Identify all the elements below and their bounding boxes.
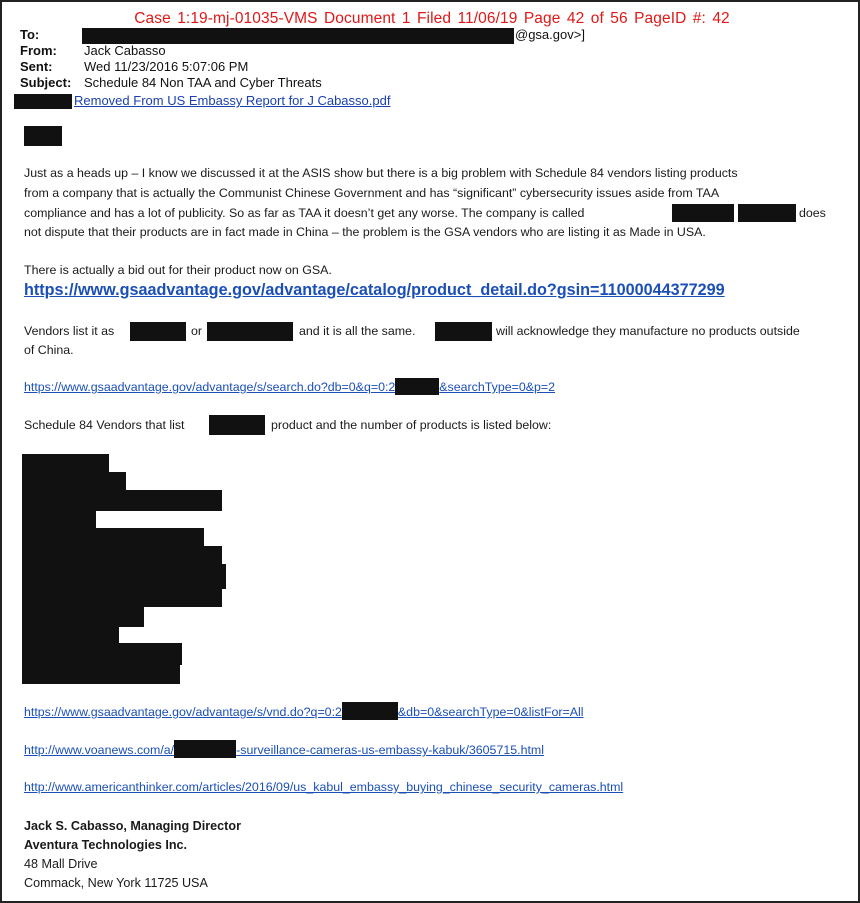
redaction-vendors-brand: [209, 415, 265, 435]
para1-line3-end: does: [799, 206, 826, 220]
para3-part3: and it is all the same.: [299, 324, 416, 338]
signature-city: Commack, New York 11725 USA: [24, 876, 208, 890]
redaction-vendor-row: [22, 490, 222, 511]
to-label: To:: [20, 27, 40, 42]
voa-link-part1[interactable]: http://www.voanews.com/a/: [24, 743, 175, 757]
sent-value: Wed 11/23/2016 5:07:06 PM: [84, 59, 249, 74]
redaction-vendor-row: [22, 546, 222, 565]
from-value: Jack Cabasso: [84, 43, 166, 58]
para3-part1: Vendors list it as: [24, 324, 115, 338]
vnd-link[interactable]: [24, 702, 584, 722]
para1-line4: not dispute that their products are in fact made in China – the problem is the GSA vendors who are listing it as Made in USA.: [24, 225, 706, 239]
voa-link-part2[interactable]: -surveillance-cameras-us-embassy-kabuk/3605715.html: [236, 743, 544, 757]
thinker-link-text[interactable]: http://www.americanthinker.com/articles/2016/09/us_kabul_embassy_buying_chinese_security_cameras.html: [24, 780, 624, 794]
to-suffix: @gsa.gov>]: [515, 27, 585, 42]
case-stamp: Case 1:19-mj-01035-VMS Document 1 Filed 11/06/19 Page 42 of 56 PageID #: 42: [134, 10, 730, 27]
redaction-brand-2: [207, 322, 293, 341]
subject-value: Schedule 84 Non TAA and Cyber Threats: [84, 75, 322, 90]
redaction-vendor-row: [22, 606, 144, 627]
signature-company: Aventura Technologies Inc.: [24, 838, 188, 852]
redaction-vnd-query: [342, 702, 398, 720]
para2: There is actually a bid out for their product now on GSA.: [24, 263, 332, 277]
redaction-brand-1: [130, 322, 186, 341]
redaction-company-name-1: [672, 204, 734, 222]
redaction-vendor-row: [22, 472, 126, 491]
redaction-brand-3: [435, 322, 492, 341]
redaction-vendor-row: [22, 528, 204, 547]
search-link-part1[interactable]: https://www.gsaadvantage.gov/advantage/s/search.do?db=0&q=0:2: [24, 380, 396, 394]
search-link-part2[interactable]: &searchType=0&p=2: [439, 380, 556, 394]
signature-street: 48 Mall Drive: [24, 857, 98, 871]
redaction-greeting: [24, 126, 62, 146]
para1-line2: from a company that is actually the Communist Chinese Government and has “significant” cybersecurity issues aside from TAA: [24, 186, 720, 200]
attachment-link[interactable]: Removed From US Embassy Report for J Cabasso.pdf: [74, 93, 391, 108]
redaction-vendor-row: [22, 626, 119, 644]
redaction-voa-slug: [174, 740, 236, 758]
signature-name: Jack S. Cabasso, Managing Director: [24, 819, 241, 833]
from-label: From:: [20, 43, 57, 58]
redaction-vendor-row: [22, 643, 182, 665]
redaction-vendor-row: [22, 454, 109, 473]
redaction-search-query: [395, 378, 439, 395]
redaction-to-address: [82, 28, 514, 44]
para3-part2: or: [191, 324, 203, 338]
redaction-vendor-row: [22, 588, 222, 607]
redaction-vendor-row: [22, 564, 226, 589]
para3-part4: will acknowledge they manufacture no products outside: [496, 324, 800, 338]
vnd-link-part2[interactable]: &db=0&searchType=0&listFor=All: [397, 705, 584, 719]
thinker-link[interactable]: [24, 778, 623, 797]
search-link[interactable]: [24, 378, 555, 397]
subject-label: Subject:: [20, 75, 72, 90]
para1-line3: compliance and has a lot of publicity. So as far as TAA it doesn’t get any worse. The company is called: [24, 206, 585, 220]
para1-line1: Just as a heads up – I know we discussed it at the ASIS show but there is a big problem with Schedule 84 vendors listing products: [24, 166, 738, 180]
sent-label: Sent:: [20, 59, 53, 74]
para3-line2: of China.: [24, 343, 74, 357]
redaction-company-name-2: [738, 204, 796, 222]
product-detail-link[interactable]: https://www.gsaadvantage.gov/advantage/catalog/product_detail.do?gsin=11000044377299: [24, 281, 725, 299]
redaction-vendor-row: [22, 664, 180, 684]
redaction-vendor-row: [22, 510, 96, 529]
vnd-link-part1[interactable]: https://www.gsaadvantage.gov/advantage/s/vnd.do?q=0:2: [24, 705, 342, 719]
voa-link[interactable]: [24, 740, 544, 760]
vendors-line-part1: Schedule 84 Vendors that list: [24, 418, 185, 432]
redaction-attachment-prefix: [14, 94, 72, 109]
vendors-line-part2: product and the number of products is listed below:: [271, 418, 552, 432]
